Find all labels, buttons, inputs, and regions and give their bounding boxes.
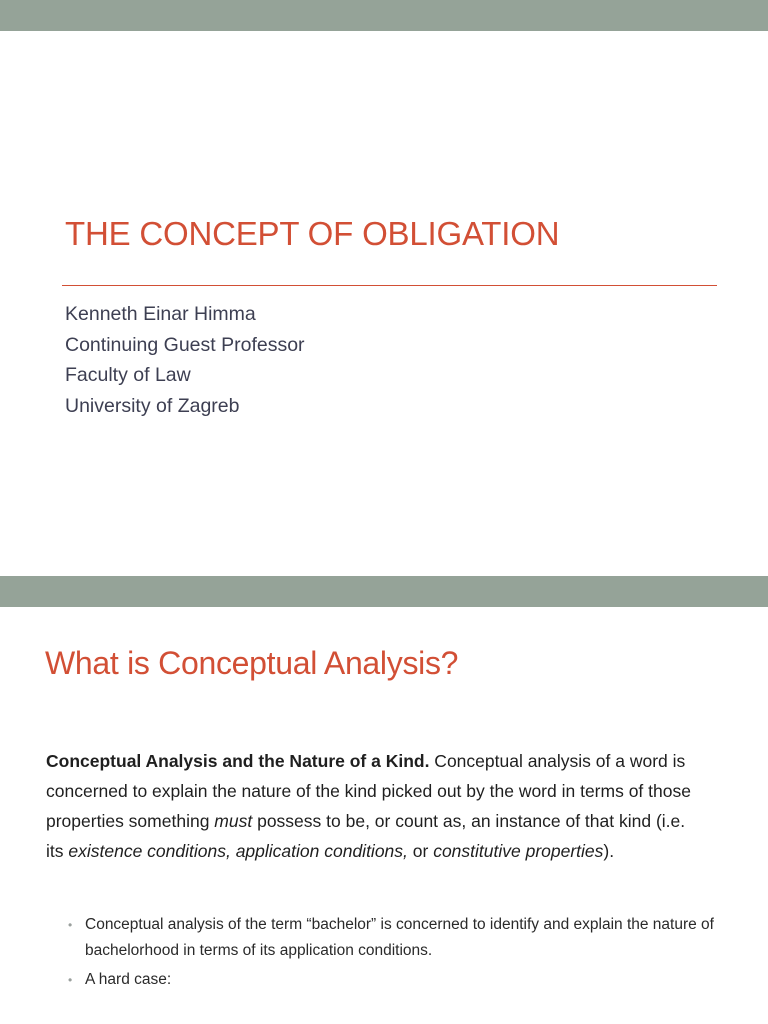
- paragraph-text: or: [407, 841, 434, 861]
- bullet-icon: •: [68, 973, 73, 987]
- bullet-text: Conceptual analysis of the term “bachelor” is concerned to identify and explain the nature of bachelorhood in terms of its application conditions.: [85, 916, 714, 959]
- title-divider: [62, 285, 717, 286]
- author-faculty: Faculty of Law: [65, 364, 191, 386]
- paragraph-emphasis: existence conditions, application conditions,: [68, 841, 408, 861]
- author-name: Kenneth Einar Himma: [65, 303, 256, 325]
- bullet-icon: •: [68, 918, 73, 932]
- slide-top-bar: [0, 0, 768, 31]
- author-university: University of Zagreb: [65, 394, 240, 417]
- list-item: [68, 967, 718, 993]
- presentation-title: THE CONCEPT OF OBLIGATION: [65, 215, 560, 252]
- paragraph-emphasis: must: [214, 811, 253, 831]
- slide-paragraph: [46, 746, 706, 866]
- list-item: [68, 912, 718, 964]
- slide-top-bar: [0, 576, 768, 607]
- bullet-list: [68, 912, 718, 996]
- paragraph-emphasis: constitutive properties: [433, 841, 604, 861]
- slide-conceptual-analysis: [0, 576, 768, 1024]
- paragraph-text: ).: [603, 841, 615, 861]
- bullet-text: A hard case:: [85, 971, 172, 988]
- slide-heading: What is Conceptual Analysis?: [45, 645, 459, 681]
- author-block: [65, 299, 305, 421]
- paragraph-text: Conceptual analysis of a word is concerned to explain the nature of the kind picked out by the word in terms of those properties something: [46, 751, 691, 831]
- author-position: Continuing Guest Professor: [65, 333, 305, 356]
- paragraph-lead: Conceptual Analysis and the Nature of a Kind.: [46, 751, 430, 771]
- paragraph-text: possess to be, or count as, an instance of that kind (i.e. its: [46, 811, 686, 861]
